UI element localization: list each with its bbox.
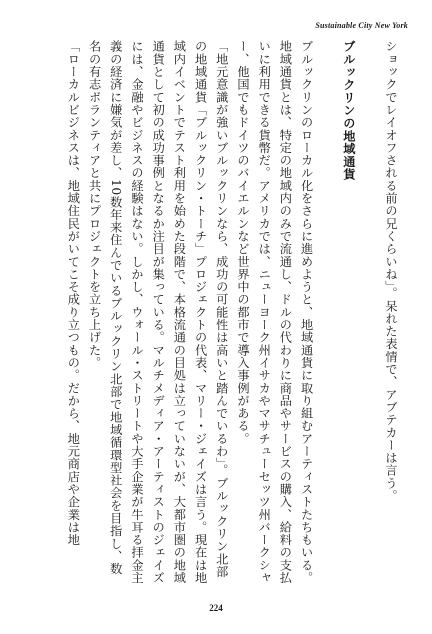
page-number: 224 [209,603,223,613]
paragraph: ショックでレイオフされる前の兄くらいね」。呆れた表情で、アブテカーは言う。 [384,40,398,502]
paragraph: 「地元意識が強いブルックリンなら、成功の可能性は高いと踏んでいるわ」。ブルックリン北部の地域通貨「ブルックリン・トーチ」プロジェクトの代表、マリー・ジェイズは言う。現在は地域内イベントでテスト利用を始めた段階で、本格流通の目処は立っていないが、大都市圏の地域通貨として初の成功事例となるか注目が集っている。マルチメディア・アーティストのジェイズには、金融やビジネスの経験はない。しかし、ウォール・ストリートや大手企業が牛耳る拝金主義の経済に嫌気が差し、10数年来住んでいるブルックリン北部で地域循環型社会を目指し、数名の有志ボランティアと共にプロジェクトを立ち上げた。 [87,40,229,584]
paragraph: ブルックリンのローカル化をさらに進めようと、地域通貨に取り組むアーティストたちもいる。地域通貨とは、特定の地域内のみで流通し、ドルの代わりに商品やサービスの購入、給料の支払いに利用できる貨幣だ。アメリカでは、ニューヨーク州イサカやマサチューセッツ州バークシャー、他国でもドイツのバイエルンなど世界中の都市で導入事例がある。 [235,40,314,584]
section-title: ブルックリンの地域通貨 [341,40,356,181]
running-header: Sustainable City New York [315,21,408,30]
vertical-body-text [45,40,401,584]
paragraph: 「ローカルビジネスは、地域住民がいてこそ成り立つもの。だから、地元商店や企業は地 [66,40,81,546]
